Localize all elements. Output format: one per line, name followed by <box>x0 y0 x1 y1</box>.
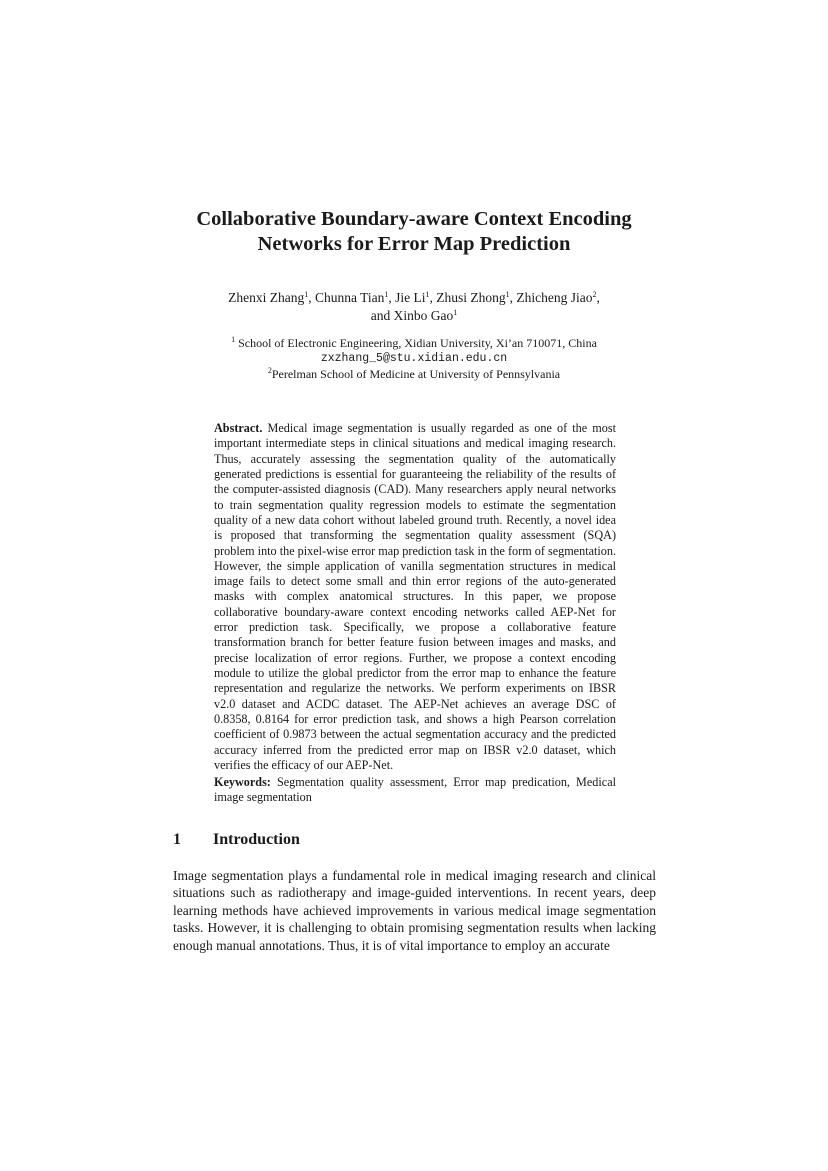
affiliation-text: School of Electronic Engineering, Xidian University, Xi’an 710071, China <box>238 336 597 350</box>
title-line-1: Collaborative Boundary-aware Context Encoding <box>196 208 632 230</box>
title-line-2: Networks for Error Map Prediction <box>257 233 571 255</box>
affiliation-text: Perelman School of Medicine at University of Pennsylvania <box>271 366 561 381</box>
author-name: Xinbo Gao <box>393 308 454 323</box>
author-name: Zhenxi Zhang <box>228 290 305 305</box>
affiliation-mark: 1 <box>231 335 236 344</box>
affiliation-mark: 1 <box>505 290 510 299</box>
affiliation-mark: 1 <box>453 308 458 317</box>
author-separator: , <box>429 290 437 305</box>
affiliation-mark: 2 <box>267 365 272 375</box>
author-name: Chunna Tian <box>314 290 385 305</box>
keywords <box>214 775 616 806</box>
author-email[interactable]: zxzhang_5@stu.xidian.edu.cn <box>320 352 508 366</box>
author-name: Jie Li <box>395 290 426 305</box>
author-separator: , <box>509 290 517 305</box>
affiliation-mark: 2 <box>592 290 597 299</box>
abstract-label: Abstract. <box>214 421 263 435</box>
affiliation-mark: 1 <box>304 290 309 299</box>
affiliation-2 <box>120 367 708 382</box>
author-name: Zhicheng Jiao <box>516 290 593 305</box>
abstract-text: Medical image segmentation is usually regarded as one of the most important intermediate steps in clinical situations and medical imaging research. Thus, accurately assessing the segmentation quality of the automatically generated predictions is essential for guaranteeing the reliability of the results of the computer-assisted diagnosis (CAD). Many researchers apply neural networks to train segmentation quality regression models to estimate the segmentation quality of a new data cohort without labeled ground truth. Recently, a novel idea is proposed that transforming the segmentation quality assessment (SQA) problem into the pixel-wise error map prediction task in the form of segmentation. However, the simple application of vanilla segmentation structures in medical image fails to detect some small and thin error regions of the auto-generated masks with complex anatomical structures. In this paper, we propose collaborative boundary-aware context encoding networks called AEP-Net for error prediction task. Specifically, we propose a collaborative feature transformation branch for better feature fusion between images and masks, and precise localization of error regions. Further, we propose a context encoding module to utilize the global predictor from the error map to enhance the feature representation and regularize the networks. We perform experiments on IBSR v2.0 dataset and ACDC dataset. The AEP-Net achieves an average DSC of 0.8358, 0.8164 for error prediction task, and shows a high Pearson correlation coefficient of 0.9873 between the actual segmentation accuracy and the predicted accuracy inferred from the predicted error map on IBSR v2.0 dataset, which verifies the efficacy of our AEP-Net. <box>214 421 616 772</box>
author-line-1 <box>120 289 708 307</box>
affiliations <box>120 336 708 382</box>
author-separator: , <box>308 290 315 305</box>
author-conjunction: and <box>370 308 394 323</box>
keywords-text: Segmentation quality assessment, Error map predication, Medical image segmentation <box>214 775 616 805</box>
abstract <box>214 421 616 773</box>
section-number: 1 <box>173 831 181 848</box>
paper-title <box>120 207 708 257</box>
affiliation-mark: 1 <box>384 290 389 299</box>
author-line-2 <box>120 307 708 325</box>
section-title: Introduction <box>213 831 300 848</box>
keywords-label: Keywords: <box>214 775 271 789</box>
section-heading-introduction <box>173 830 300 850</box>
author-separator: , <box>596 290 600 305</box>
author-list <box>120 289 708 325</box>
affiliation-mark: 1 <box>425 290 430 299</box>
author-name: Zhusi Zhong <box>436 290 506 305</box>
affiliation-1 <box>120 336 708 351</box>
author-separator: , <box>388 290 396 305</box>
introduction-paragraph: Image segmentation plays a fundamental role in medical imaging research and clinical situations such as radiotherapy and image-guided interventions. In recent years, deep learning methods have achieved improvements in various medical image segmentation tasks. However, it is challenging to obtain promising segmentation results when lacking enough manual annotations. Thus, it is of vital importance to employ an accurate <box>173 868 656 953</box>
